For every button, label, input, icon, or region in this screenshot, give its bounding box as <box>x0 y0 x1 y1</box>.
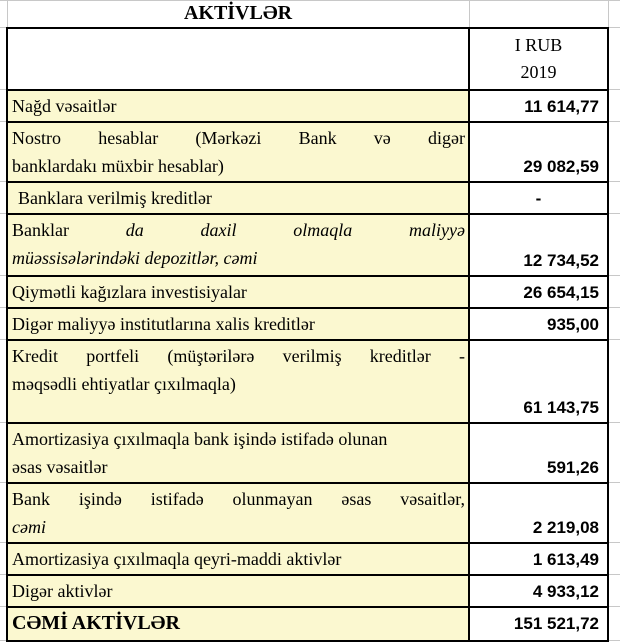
row-value: 12 734,52 <box>469 214 608 276</box>
sheet-title: AKTİVLƏR <box>7 1 469 28</box>
row-label <box>7 575 469 607</box>
total-label: CƏMİ AKTİVLƏR <box>7 607 469 641</box>
table-row <box>0 340 620 423</box>
sheet-margin-cell <box>608 122 620 182</box>
row-label <box>7 90 469 122</box>
sheet-margin-cell <box>608 214 620 276</box>
sheet-margin-cell <box>0 543 7 575</box>
row-label <box>7 214 469 276</box>
table-row <box>0 90 620 122</box>
sheet-margin-cell <box>0 308 7 340</box>
row-label-line: Nostro hesablar (Mərkəzi Bank və digər <box>12 127 465 148</box>
sheet-margin-cell <box>608 423 620 483</box>
sheet-margin-cell <box>608 1 620 28</box>
sheet-margin-cell <box>608 28 620 90</box>
sheet-margin-cell <box>608 575 620 607</box>
row-label <box>7 308 469 340</box>
row-label <box>7 423 469 483</box>
sheet-margin-cell <box>0 122 7 182</box>
table-row <box>0 182 620 214</box>
table-row <box>0 122 620 182</box>
sheet-margin-cell <box>608 308 620 340</box>
row-value: - <box>469 182 608 214</box>
sheet-margin-cell <box>0 182 7 214</box>
table-row <box>0 575 620 607</box>
row-label-line: Nağd vəsaitlər <box>12 95 117 116</box>
sheet-margin-cell <box>608 182 620 214</box>
row-label-line: Qiymətli kağızlara investisiyalar <box>12 281 247 302</box>
sheet-margin-cell <box>608 607 620 641</box>
table-row <box>0 214 620 276</box>
sheet-margin-cell <box>0 28 7 90</box>
row-label-line: müəssisələrindəki depozitlər, cəmi <box>12 247 258 268</box>
period-header-line1: I RUB <box>514 34 563 55</box>
row-label-regular: Banklar <box>12 219 69 240</box>
sheet-margin-cell <box>0 423 7 483</box>
row-label-line: Bank işində istifadə olunmayan əsas vəsaitlər, <box>12 488 465 509</box>
sheet-margin-cell <box>608 543 620 575</box>
row-label <box>7 276 469 308</box>
row-value: 29 082,59 <box>469 122 608 182</box>
sheet-margin-cell <box>0 1 7 28</box>
row-label <box>7 340 469 423</box>
sheet-margin-cell <box>0 607 7 641</box>
table-row <box>0 483 620 543</box>
table-row <box>0 308 620 340</box>
row-label <box>7 122 469 182</box>
row-value: 11 614,77 <box>469 90 608 122</box>
sheet-margin-cell <box>0 90 7 122</box>
header-row <box>0 28 620 90</box>
row-value: 1 613,49 <box>469 543 608 575</box>
sheet-margin-cell <box>0 276 7 308</box>
row-label-line: Amortizasiya çıxılmaqla qeyri-maddi aktivlər <box>12 548 342 569</box>
period-header-cell <box>469 28 608 90</box>
row-label-line: məqsədli ehtiyatlar çıxılmaqla) <box>12 373 236 394</box>
table-row <box>0 423 620 483</box>
row-label-line: əsas vəsaitlər <box>12 456 108 477</box>
row-label-italic: da daxil olmaqla maliyyə <box>125 219 465 240</box>
row-value: 4 933,12 <box>469 575 608 607</box>
total-row <box>0 607 620 641</box>
period-header-line2: 2019 <box>520 61 557 82</box>
row-label <box>7 543 469 575</box>
table-row <box>0 543 620 575</box>
row-label-line: banklardakı müxbir hesablar) <box>12 155 224 176</box>
sheet-margin-cell <box>0 214 7 276</box>
sheet-margin-cell <box>608 340 620 423</box>
row-label-line: Amortizasiya çıxılmaqla bank işində istifadə olunan <box>12 428 388 449</box>
sheet-margin-cell <box>608 483 620 543</box>
header-label-cell <box>7 28 469 90</box>
row-label-line: Kredit portfeli (müştərilərə verilmiş kreditlər - <box>12 345 465 366</box>
row-label-line: Digər maliyyə institutlarına xalis kreditlər <box>12 313 315 334</box>
row-label-line: Digər aktivlər <box>12 580 113 601</box>
row-value: 61 143,75 <box>469 340 608 423</box>
row-label-line <box>12 216 465 244</box>
row-value: 935,00 <box>469 308 608 340</box>
title-row <box>0 1 620 28</box>
total-value: 151 521,72 <box>469 607 608 641</box>
sheet-margin-cell <box>0 575 7 607</box>
sheet-margin-cell <box>608 276 620 308</box>
row-label <box>7 182 469 214</box>
row-label-line: cəmi <box>12 516 46 537</box>
row-label-line: Banklara verilmiş kreditlər <box>18 187 212 208</box>
row-value: 2 219,08 <box>469 483 608 543</box>
table-row <box>0 276 620 308</box>
sheet-margin-cell <box>0 483 7 543</box>
row-value: 26 654,15 <box>469 276 608 308</box>
sheet-margin-cell <box>0 340 7 423</box>
row-label <box>7 483 469 543</box>
row-value: 591,26 <box>469 423 608 483</box>
sheet-margin-cell <box>608 90 620 122</box>
empty-grid-cell <box>469 1 608 28</box>
